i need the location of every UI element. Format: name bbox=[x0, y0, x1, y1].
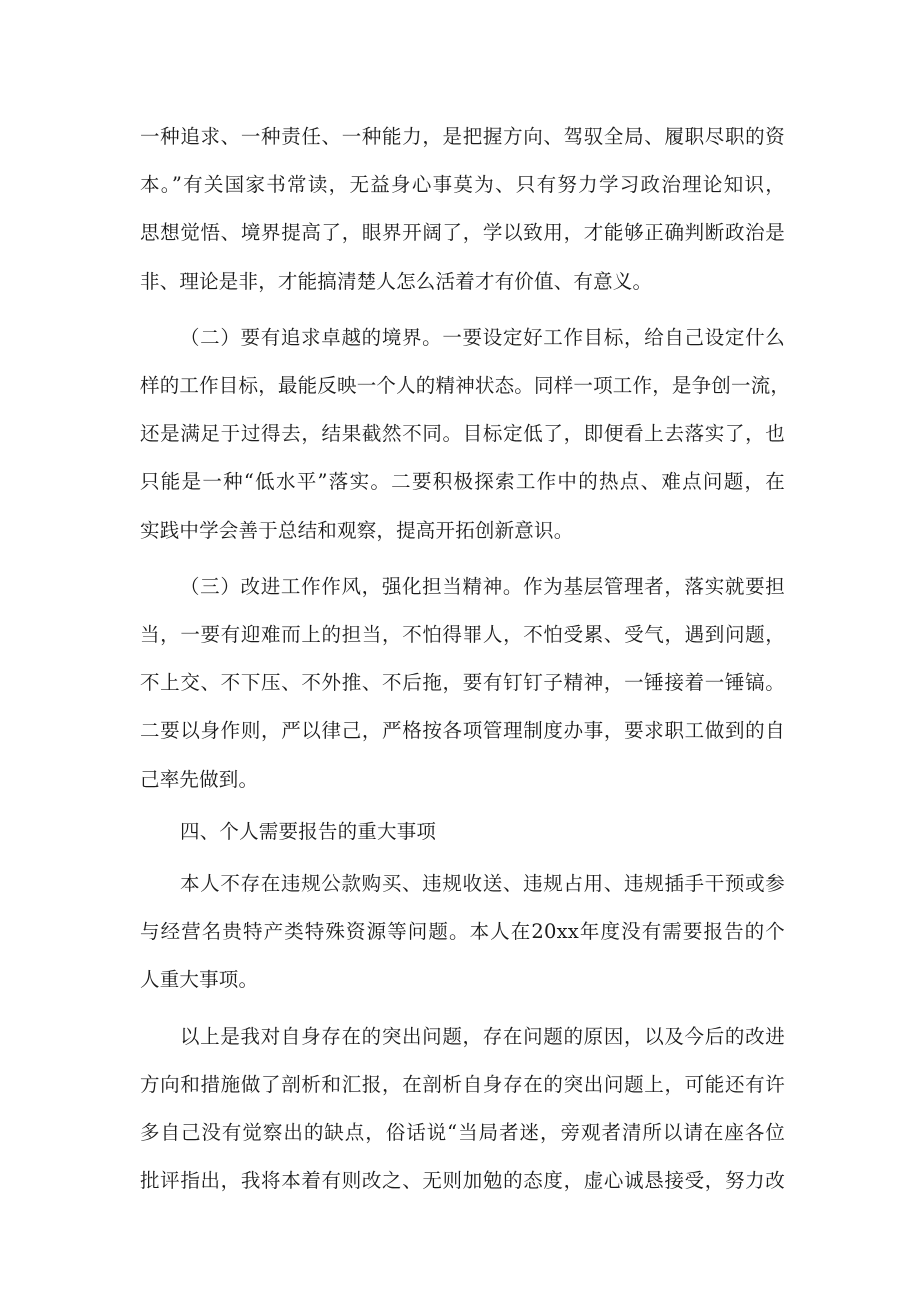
paragraph-4 bbox=[140, 860, 785, 1005]
text-line: 本人不存在违规公款购买、违规收送、违规占用、违规插手干预或参 bbox=[180, 872, 785, 896]
text-line: 己率先做到。 bbox=[140, 767, 259, 791]
paragraph-5 bbox=[140, 1013, 785, 1206]
paragraph-2 bbox=[140, 314, 791, 555]
text-line: 只能是一种“低水平”落实。二要积极探索工作中的热点、难点问题，在 bbox=[140, 470, 785, 494]
text-line: 实践中学会善于总结和观察，提高开拓创新意识。 bbox=[140, 518, 574, 542]
paragraph-1 bbox=[140, 113, 785, 306]
text-line: 还是满足于过得去，结果截然不同。目标定低了，即便看上去落实了，也 bbox=[140, 422, 785, 446]
text-line: 本。”有关国家书常读，无益身心事莫为、只有努力学习政治理论知识， bbox=[140, 173, 785, 197]
text-line: 批评指出，我将本着有则改之、无则加勉的态度，虚心诚恳接受，努力改 bbox=[140, 1169, 785, 1193]
text-line: 以上是我对自身存在的突出问题，存在问题的原因，以及今后的改进 bbox=[180, 1024, 785, 1048]
document-body bbox=[140, 113, 791, 1205]
text-line: 一种追求、一种责任、一种能力，是把握方向、驾驭全局、履职尽职的资 bbox=[140, 125, 785, 148]
text-line: 当，一要有迎难而上的担当，不怕得罪人，不怕受累、受气，遇到问题， bbox=[140, 623, 785, 647]
text-line: 二要以身作则，严以律己，严格按各项管理制度办事，要求职工做到的自 bbox=[140, 719, 785, 743]
text-line: 方向和措施做了剖析和汇报，在剖析自身存在的突出问题上，可能还有许 bbox=[140, 1072, 785, 1096]
text-line: 思想觉悟、境界提高了，眼界开阔了，学以致用，才能够正确判断政治是 bbox=[140, 221, 785, 245]
text-line: 非、理论是非，才能搞清楚人怎么活着才有价值、有意义。 bbox=[140, 269, 653, 293]
text-line: （三）改进工作作风，强化担当精神。作为基层管理者，落实就要担 bbox=[180, 574, 785, 598]
text-line: （二）要有追求卓越的境界。一要设定好工作目标，给自己设定什么 bbox=[180, 325, 785, 349]
paragraph-3 bbox=[140, 563, 785, 804]
text-line: 样的工作目标，最能反映一个人的精神状态。同样一项工作，是争创一流， bbox=[140, 374, 791, 398]
text-line: 不上交、不下压、不外推、不后拖，要有钉钉子精神，一锤接着一锤镐。 bbox=[140, 671, 785, 695]
section-heading bbox=[140, 808, 785, 856]
text-line: 与经营名贵特产类特殊资源等问题。本人在20xx年度没有需要报告的个 bbox=[140, 920, 785, 944]
text-line: 多自己没有觉察出的缺点，俗话说“当局者迷，旁观者清所以请在座各位 bbox=[140, 1121, 785, 1145]
text-line: 人重大事项。 bbox=[140, 968, 259, 992]
text-line: 四、个人需要报告的重大事项 bbox=[180, 819, 437, 843]
